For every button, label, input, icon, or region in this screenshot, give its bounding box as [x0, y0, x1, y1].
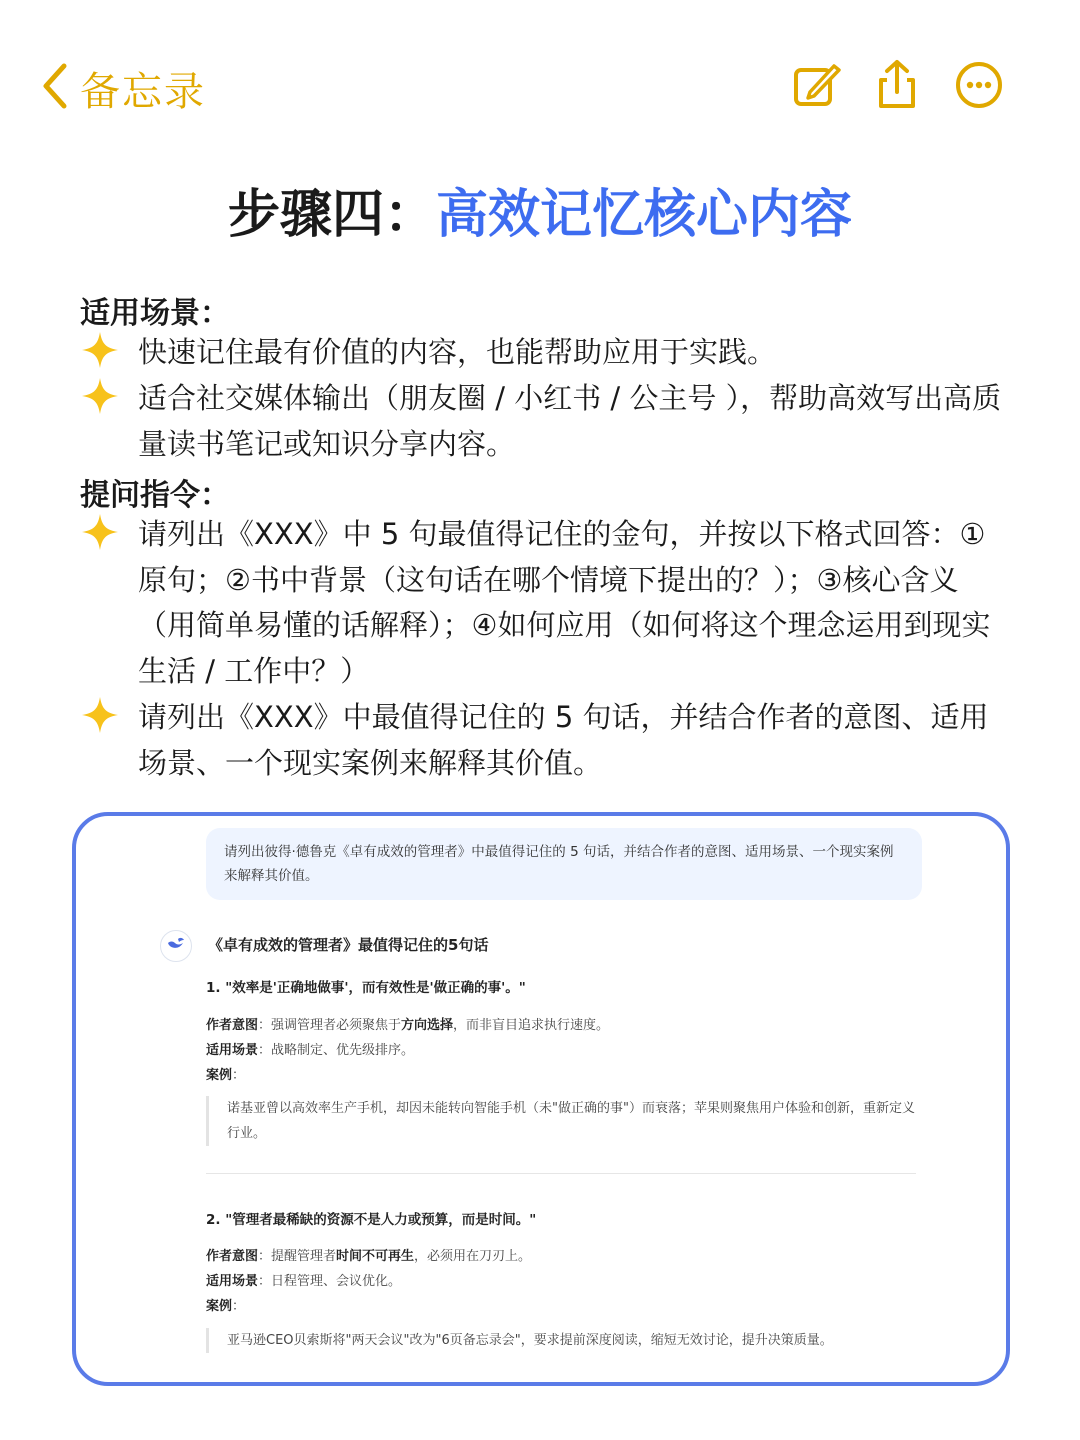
- scenario-text: 快速记住最有价值的内容，也能帮助应用于实践。: [138, 335, 777, 369]
- chat-screenshot-card: [72, 812, 1010, 1386]
- intent-post: ，而非盲目追求执行速度。: [453, 1018, 610, 1033]
- more-icon[interactable]: [952, 58, 1006, 112]
- page-title: [0, 172, 1080, 247]
- quote-heading: 2. "管理者最稀缺的资源不是人力或预算，而是时间。": [206, 1212, 537, 1228]
- scenario-item: [80, 376, 1015, 467]
- back-button[interactable]: [38, 58, 206, 118]
- scene-value: ：战略制定、优先级排序。: [258, 1043, 415, 1058]
- intent-pre: ：提醒管理者: [258, 1249, 337, 1264]
- case-colon: ：: [232, 1299, 246, 1314]
- answer-title: 《卓有成效的管理者》最值得记住的5句话: [208, 936, 489, 954]
- quote-heading: 1. "效率是'正确地做事'，而有效性是'做正确的事'。": [206, 980, 526, 996]
- prompt-text: 请列出《XXX》中 5 句最值得记住的金句，并按以下格式回答：①原句；②书中背景（这句话在哪个情境下提出的？）；③核心含义（用简单易懂的话解释）；④如何应用（如何将这个理念运用到现实生活 / 工作中？）: [138, 517, 991, 688]
- scenario-item: [80, 330, 1015, 376]
- sparkle-icon: [80, 695, 126, 741]
- bot-avatar: [160, 930, 192, 962]
- prompt-item: [80, 512, 1015, 694]
- intent-pre: ：强调管理者必须聚焦于: [258, 1018, 402, 1033]
- case-label: 案例: [206, 1068, 233, 1083]
- prompt-heading: 提问指令：: [80, 478, 230, 513]
- whale-icon: [166, 934, 186, 958]
- scene-label: 适用场景: [206, 1043, 259, 1058]
- intent-label: 作者意图: [206, 1018, 259, 1033]
- scene-row: [206, 1039, 414, 1058]
- title-prefix: 步骤四：: [227, 185, 436, 245]
- case-colon: ：: [232, 1068, 246, 1083]
- intent-bold: 方向选择: [401, 1018, 454, 1033]
- scene-row: [206, 1270, 401, 1289]
- case-quote: 诺基亚曾以高效率生产手机，却因未能转向智能手机（未"做正确的事"）而衰落；苹果则聚焦用户体验和创新，重新定义行业。: [206, 1096, 927, 1146]
- case-row: [206, 1295, 245, 1314]
- sparkle-icon: [80, 376, 126, 422]
- intent-bold: 时间不可再生: [336, 1249, 415, 1264]
- intent-row: [206, 1014, 609, 1033]
- compose-icon[interactable]: [790, 58, 844, 112]
- divider: [206, 1173, 916, 1174]
- intent-label: 作者意图: [206, 1249, 259, 1264]
- scenario-heading: 适用场景：: [80, 296, 230, 331]
- scene-value: ：日程管理、会议优化。: [258, 1274, 402, 1289]
- case-label: 案例: [206, 1299, 233, 1314]
- nav-bar: [0, 0, 1080, 150]
- prompt-item: [80, 695, 1015, 786]
- scene-label: 适用场景: [206, 1274, 259, 1289]
- case-row: [206, 1064, 245, 1083]
- share-icon[interactable]: [870, 58, 924, 112]
- chevron-left-icon: [38, 60, 72, 116]
- prompt-text: 请列出《XXX》中最值得记住的 5 句话，并结合作者的意图、适用场景、一个现实案例来解释其价值。: [138, 700, 989, 780]
- user-query-bubble: 请列出彼得·德鲁克《卓有成效的管理者》中最值得记住的 5 句话，并结合作者的意图、适用场景、一个现实案例来解释其价值。: [206, 828, 922, 900]
- back-label: 备忘录: [80, 68, 206, 115]
- sparkle-icon: [80, 330, 126, 376]
- intent-row: [206, 1245, 531, 1264]
- sparkle-icon: [80, 512, 126, 558]
- scenario-text: 适合社交媒体输出（朋友圈 / 小红书 / 公主号 ），帮助高效写出高质量读书笔记或知识分享内容。: [138, 381, 1002, 461]
- intent-post: ，必须用在刀刃上。: [414, 1249, 532, 1264]
- case-quote: 亚马逊CEO贝索斯将"两天会议"改为"6页备忘录会"，要求提前深度阅读，缩短无效讨论，提升决策质量。: [206, 1328, 927, 1353]
- chat-content: [76, 816, 1006, 1382]
- title-highlight: 高效记忆核心内容: [436, 185, 853, 245]
